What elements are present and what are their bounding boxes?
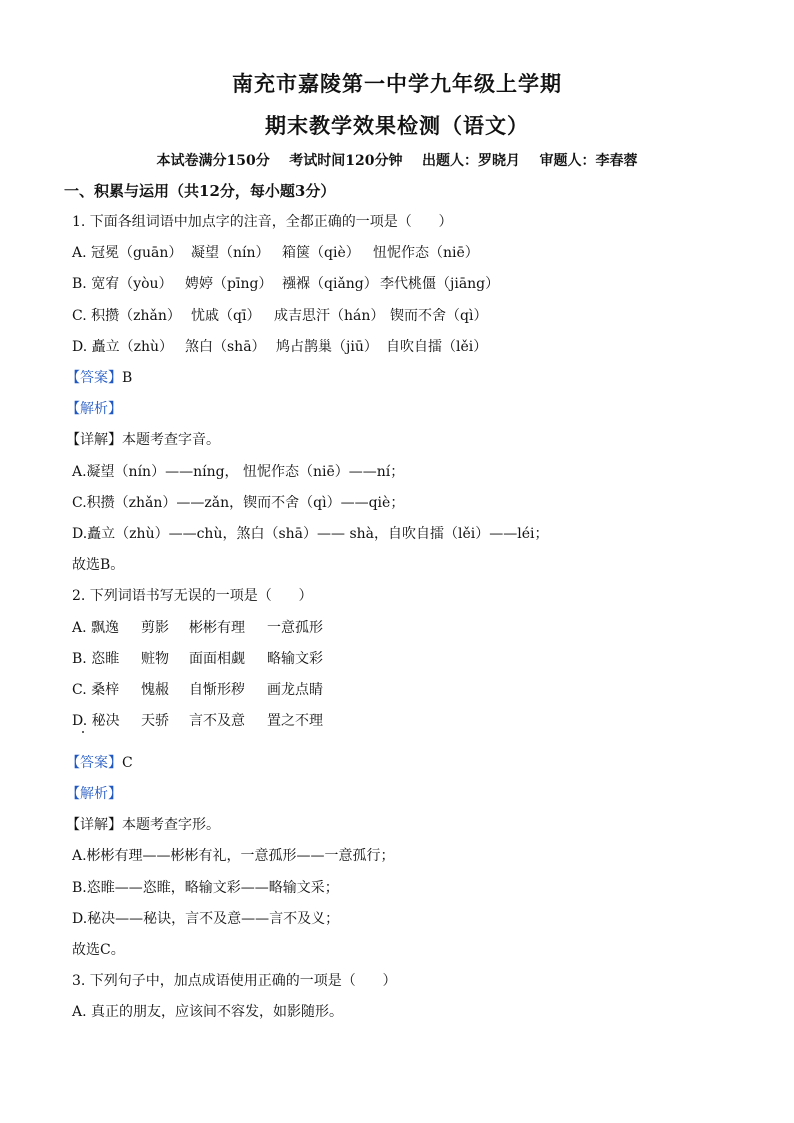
q1-detail xyxy=(66,430,220,450)
q1-b-3: 襁褓（qiǎng） xyxy=(282,276,378,292)
q2-analysis-tag: 【解析】 xyxy=(66,786,122,802)
exam-title-line1: 南充市嘉陵第一中学九年级上学期 xyxy=(232,71,562,96)
q2-d-3: 言不及意 xyxy=(189,713,245,729)
q1-d-1: D. 矗立（zhù） xyxy=(72,339,174,355)
q2-d-1: D. 秘决 xyxy=(72,713,120,729)
q1-c-3: 成吉思汗（hán） xyxy=(274,308,385,324)
q1-a-4: 忸怩作态（niē） xyxy=(373,245,479,261)
stray-dot xyxy=(82,731,84,733)
q1-b-4: 李代桃僵（jiāng） xyxy=(380,276,500,292)
q2-a-4: 一意孤形 xyxy=(267,620,323,636)
detail-text: 本题考查字音。 xyxy=(122,432,220,448)
q2-b-3: 面面相觑 xyxy=(189,651,245,667)
q1-analysis-tag: 【解析】 xyxy=(66,401,122,417)
q1-d-4: 自吹自擂（lěi） xyxy=(386,339,488,355)
q1-c-1: C. 积攒（zhǎn） xyxy=(72,308,181,324)
q2-explain-d: D.秘决——秘诀，言不及意——言不及义； xyxy=(72,911,340,927)
q3-option-a: A. 真正的朋友，应该间不容发，如影随形。 xyxy=(72,1004,344,1020)
q2-c-4: 画龙点睛 xyxy=(267,682,323,698)
q1-b-2: 娉婷（pīng） xyxy=(185,276,273,292)
section-heading: 一、积累与运用（共12分，每小题3分） xyxy=(64,182,336,200)
q1-explain-c: C.积攒（zhǎn）——zǎn，锲而不舍（qì）——qiè； xyxy=(72,495,405,511)
detail-tag: 【详解】 xyxy=(66,432,122,448)
answer-value: B xyxy=(122,370,133,386)
q2-c-3: 自惭形秽 xyxy=(189,682,245,698)
exam-title-line2: 期末教学效果检测（语文） xyxy=(265,113,529,138)
answer-tag: 【答案】 xyxy=(66,755,122,771)
q1-c-4: 锲而不舍（qì） xyxy=(390,308,488,324)
q1-answer xyxy=(66,368,132,388)
q1-a-1: A. 冠冕（guān） xyxy=(72,245,183,261)
q2-conclusion: 故选C。 xyxy=(72,942,125,958)
q1-b-1: B. 宽宥（yòu） xyxy=(72,276,173,292)
q2-a-3: 彬彬有理 xyxy=(189,620,245,636)
q2-b-1: B. 恣睢 xyxy=(72,651,120,667)
q2-b-4: 略输文彩 xyxy=(267,651,323,667)
q1-explain-a: A.凝望（nín）——níng， 忸怩作态（niē）——ní； xyxy=(72,464,405,480)
answer-value: C xyxy=(122,755,133,771)
q3-stem: 3. 下列句子中，加点成语使用正确的一项是（ ） xyxy=(72,973,397,989)
q1-conclusion: 故选B。 xyxy=(72,557,125,573)
detail-text: 本题考查字形。 xyxy=(122,817,220,833)
q2-detail xyxy=(66,815,220,835)
q1-a-3: 箱箧（qiè） xyxy=(282,245,360,261)
q2-a-2: 剪影 xyxy=(141,620,169,636)
q2-a-1: A. 飘逸 xyxy=(72,620,120,636)
q1-stem: 1. 下面各组词语中加点字的注音，全都正确的一项是（ ） xyxy=(72,214,453,230)
q2-c-1: C. 桑梓 xyxy=(72,682,120,698)
detail-tag: 【详解】 xyxy=(66,817,122,833)
q2-d-2: 天骄 xyxy=(141,713,169,729)
q2-explain-a: A.彬彬有理——彬彬有礼，一意孤形——一意孤行； xyxy=(72,848,395,864)
exam-info: 本试卷满分150分 考试时间120分钟 出题人：罗晓月 审题人：李春蓉 xyxy=(156,153,638,169)
q2-explain-b: B.恣睢——恣睢，略输文彩——略输文采； xyxy=(72,880,339,896)
q2-stem: 2. 下列词语书写无误的一项是（ ） xyxy=(72,588,313,604)
q1-d-2: 煞白（shā） xyxy=(185,339,266,355)
q1-c-2: 忧戚（qī） xyxy=(191,308,261,324)
q1-a-2: 凝望（nín） xyxy=(191,245,270,261)
q2-d-4: 置之不理 xyxy=(267,713,323,729)
answer-tag: 【答案】 xyxy=(66,370,122,386)
q2-b-2: 赃物 xyxy=(141,651,169,667)
q1-explain-d: D.矗立（zhù）——chù，煞白（shā）—— shà，自吹自擂（lěi）——léi； xyxy=(72,526,549,542)
q1-d-3: 鸠占鹊巢（jiū） xyxy=(276,339,378,355)
q2-c-2: 愧赧 xyxy=(141,682,169,698)
q2-answer xyxy=(66,753,133,773)
